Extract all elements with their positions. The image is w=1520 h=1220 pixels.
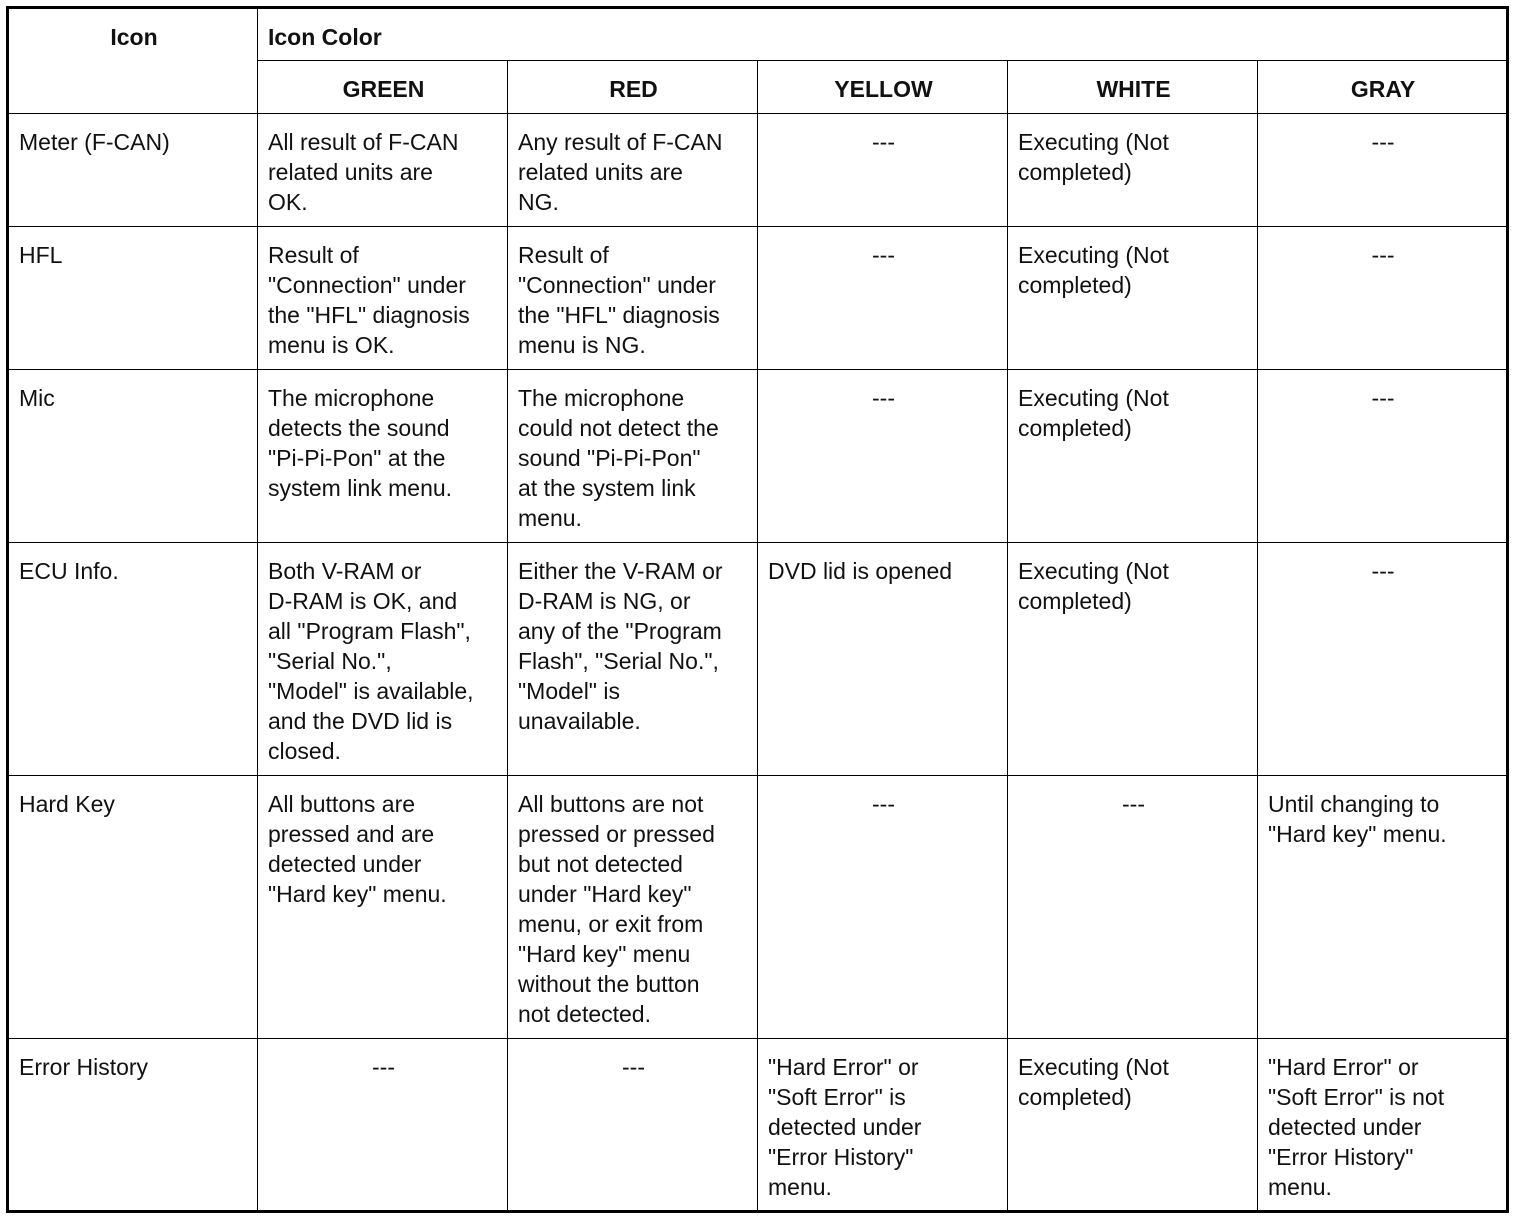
table-row bbox=[8, 114, 1508, 227]
table-row bbox=[8, 370, 1508, 543]
green-cell: Result of "Connection" under the "HFL" diagnosis menu is OK. bbox=[258, 227, 508, 370]
gray-cell: "Hard Error" or "Soft Error" is not detected under "Error History" menu. bbox=[1258, 1039, 1508, 1212]
row-icon-name: ECU Info. bbox=[8, 543, 258, 776]
green-cell: The microphone detects the sound "Pi-Pi-Pon" at the system link menu. bbox=[258, 370, 508, 543]
red-cell: All buttons are not pressed or pressed but not detected under "Hard key" menu, or exit from "Hard key" menu without the button not detected. bbox=[508, 776, 758, 1039]
yellow-cell: --- bbox=[758, 114, 1008, 227]
red-cell: Result of "Connection" under the "HFL" diagnosis menu is NG. bbox=[508, 227, 758, 370]
green-cell: All buttons are pressed and are detected under "Hard key" menu. bbox=[258, 776, 508, 1039]
red-column-header: RED bbox=[508, 61, 758, 114]
table-row bbox=[8, 1039, 1508, 1212]
white-cell: --- bbox=[1008, 776, 1258, 1039]
gray-cell: --- bbox=[1258, 114, 1508, 227]
white-cell: Executing (Not completed) bbox=[1008, 370, 1258, 543]
table-row bbox=[8, 776, 1508, 1039]
icon-column-header: Icon bbox=[8, 8, 258, 114]
row-icon-name: Hard Key bbox=[8, 776, 258, 1039]
yellow-cell: --- bbox=[758, 227, 1008, 370]
table-row bbox=[8, 543, 1508, 776]
icon-color-table bbox=[6, 6, 1509, 1213]
gray-cell: Until changing to "Hard key" menu. bbox=[1258, 776, 1508, 1039]
white-column-header: WHITE bbox=[1008, 61, 1258, 114]
white-cell: Executing (Not completed) bbox=[1008, 543, 1258, 776]
gray-cell: --- bbox=[1258, 543, 1508, 776]
gray-column-header: GRAY bbox=[1258, 61, 1508, 114]
yellow-cell: --- bbox=[758, 776, 1008, 1039]
yellow-cell: --- bbox=[758, 370, 1008, 543]
red-cell: Any result of F-CAN related units are NG. bbox=[508, 114, 758, 227]
green-cell: --- bbox=[258, 1039, 508, 1212]
row-icon-name: Meter (F-CAN) bbox=[8, 114, 258, 227]
row-icon-name: Error History bbox=[8, 1039, 258, 1212]
row-icon-name: HFL bbox=[8, 227, 258, 370]
gray-cell: --- bbox=[1258, 227, 1508, 370]
icon-color-header: Icon Color bbox=[258, 8, 1508, 61]
green-cell: Both V-RAM or D-RAM is OK, and all "Program Flash", "Serial No.", "Model" is available, and the DVD lid is closed. bbox=[258, 543, 508, 776]
yellow-cell: DVD lid is opened bbox=[758, 543, 1008, 776]
gray-cell: --- bbox=[1258, 370, 1508, 543]
red-cell: --- bbox=[508, 1039, 758, 1212]
white-cell: Executing (Not completed) bbox=[1008, 1039, 1258, 1212]
white-cell: Executing (Not completed) bbox=[1008, 114, 1258, 227]
green-cell: All result of F-CAN related units are OK. bbox=[258, 114, 508, 227]
table-row bbox=[8, 227, 1508, 370]
green-column-header: GREEN bbox=[258, 61, 508, 114]
row-icon-name: Mic bbox=[8, 370, 258, 543]
red-cell: The microphone could not detect the sound "Pi-Pi-Pon" at the system link menu. bbox=[508, 370, 758, 543]
red-cell: Either the V-RAM or D-RAM is NG, or any of the "Program Flash", "Serial No.", "Model" is unavailable. bbox=[508, 543, 758, 776]
yellow-column-header: YELLOW bbox=[758, 61, 1008, 114]
white-cell: Executing (Not completed) bbox=[1008, 227, 1258, 370]
yellow-cell: "Hard Error" or "Soft Error" is detected under "Error History" menu. bbox=[758, 1039, 1008, 1212]
